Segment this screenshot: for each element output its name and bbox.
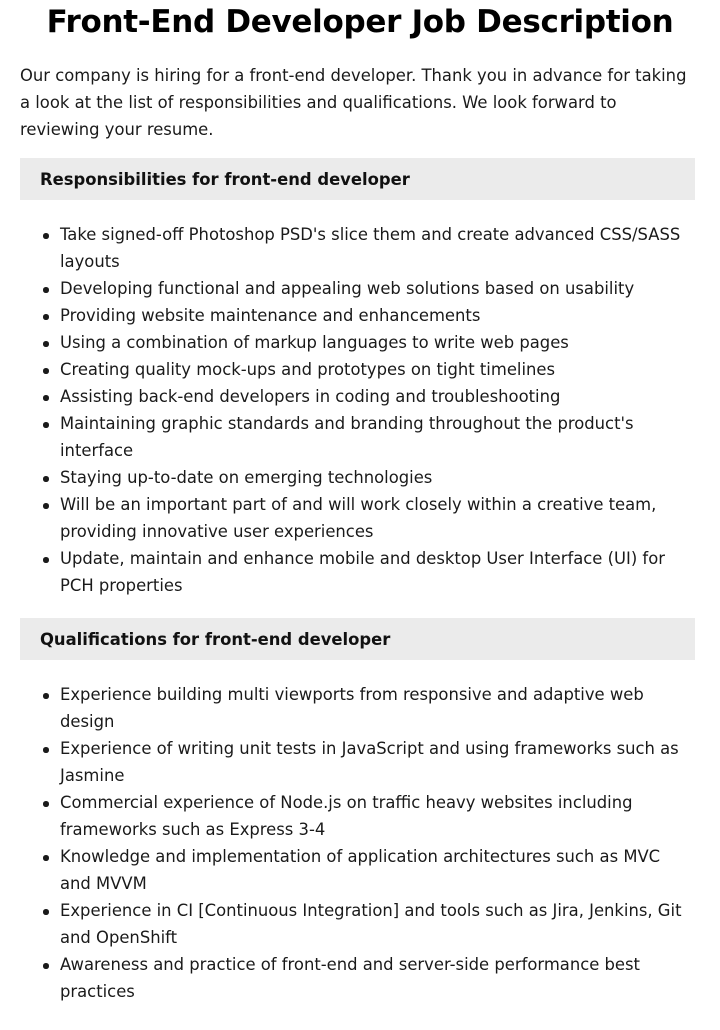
list-item: Providing website maintenance and enhancements (60, 302, 695, 329)
list-item: Commercial experience of Node.js on traffic heavy websites including frameworks such as Express 3-4 (60, 789, 695, 843)
list-item: Knowledge and implementation of application architectures such as MVC and MVVM (60, 843, 695, 897)
intro-paragraph: Our company is hiring for a front-end developer. Thank you in advance for taking a look at the list of responsibilities and qualifications. We look forward to reviewing your resume. (20, 66, 687, 139)
list-item: Update, maintain and enhance mobile and desktop User Interface (UI) for PCH properties (60, 545, 695, 599)
responsibilities-list (20, 221, 695, 599)
list-item: Developing functional and appealing web solutions based on usability (60, 275, 695, 302)
qualifications-list (20, 681, 695, 1005)
list-item: Maintaining graphic standards and branding throughout the product's interface (60, 410, 695, 464)
list-item: Will be an important part of and will work closely within a creative team, providing innovative user experiences (60, 491, 695, 545)
list-item: Awareness and practice of front-end and server-side performance best practices (60, 951, 695, 1005)
list-item: Take signed-off Photoshop PSD's slice them and create advanced CSS/SASS layouts (60, 221, 695, 275)
qualifications-heading: Qualifications for front-end developer (20, 618, 695, 660)
list-item: Assisting back-end developers in coding and troubleshooting (60, 383, 695, 410)
list-item: Staying up-to-date on emerging technologies (60, 464, 695, 491)
list-item: Creating quality mock-ups and prototypes on tight timelines (60, 356, 695, 383)
list-item: Experience in CI [Continuous Integration] and tools such as Jira, Jenkins, Git and OpenShift (60, 897, 695, 951)
responsibilities-heading: Responsibilities for front-end developer (20, 158, 695, 200)
page-title: Front-End Developer Job Description (46, 4, 674, 40)
list-item: Using a combination of markup languages to write web pages (60, 329, 695, 356)
list-item: Experience of writing unit tests in JavaScript and using frameworks such as Jasmine (60, 735, 695, 789)
list-item: Experience building multi viewports from responsive and adaptive web design (60, 681, 695, 735)
